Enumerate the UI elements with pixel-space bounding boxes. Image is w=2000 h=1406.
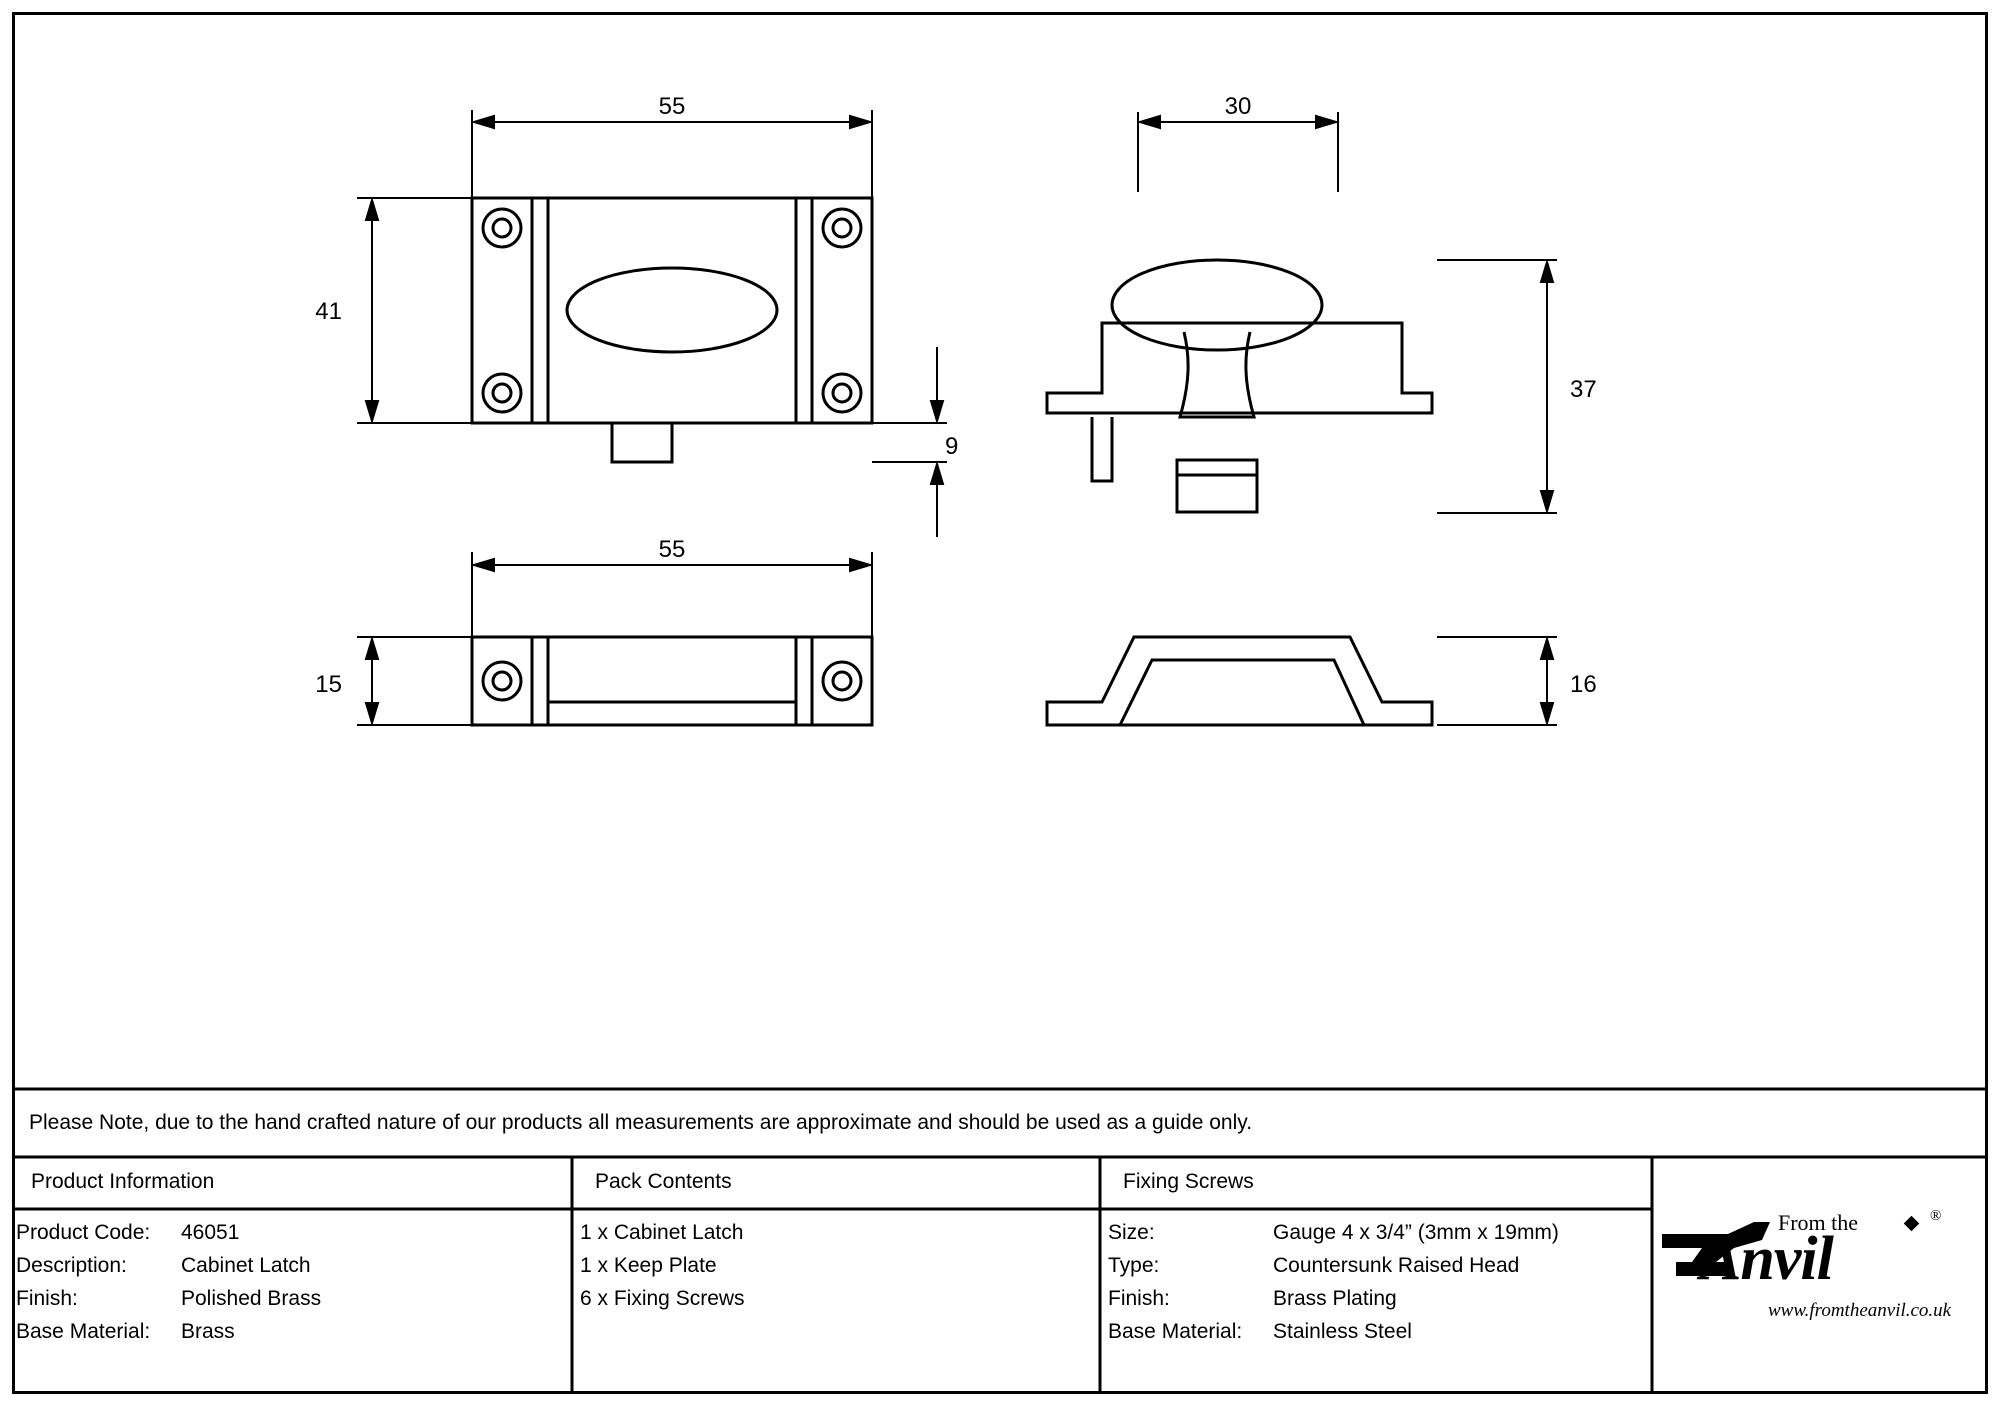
dim-41-label: 41	[315, 298, 342, 325]
screw-size-value: Gauge 4 x 3/4” (3mm x 19mm)	[1273, 1221, 1559, 1244]
dim-15-label: 15	[315, 671, 342, 698]
dim-16-label: 16	[1570, 671, 1597, 698]
screw-finish-value: Brass Plating	[1273, 1287, 1397, 1310]
front-view-geometry	[472, 198, 872, 462]
screw-size-key: Size:	[1108, 1221, 1155, 1244]
list-item: 1 x Keep Plate	[580, 1254, 717, 1277]
dim-9	[872, 347, 947, 537]
screw-base-material-key: Base Material:	[1108, 1320, 1243, 1343]
screw-type-value: Countersunk Raised Head	[1273, 1254, 1520, 1277]
side-view-geometry	[1047, 260, 1432, 512]
dim-55-bottom	[472, 552, 872, 637]
list-item	[16, 1282, 321, 1315]
keep-plate-side-geometry	[1047, 637, 1432, 725]
product-information-list	[16, 1216, 321, 1348]
logo-url: www.fromtheanvil.co.uk	[1768, 1300, 1952, 1321]
logo-anvil-wordmark: Anvil	[1700, 1225, 1833, 1293]
table-headers	[15, 1160, 1985, 1208]
dim-30	[1138, 112, 1338, 192]
header-pack-contents: Pack Contents	[595, 1170, 732, 1193]
list-item	[16, 1315, 321, 1348]
list-item: 1 x Cabinet Latch	[580, 1221, 744, 1244]
dim-30-label: 30	[1224, 93, 1252, 120]
brand-logo	[1658, 1208, 1958, 1338]
list-item	[16, 1249, 321, 1282]
finish-value: Polished Brass	[181, 1287, 322, 1310]
header-fixing-screws: Fixing Screws	[1123, 1170, 1254, 1193]
description-value: Cabinet Latch	[181, 1254, 311, 1277]
list-item	[1108, 1282, 1559, 1315]
dim-55-top-label: 55	[658, 93, 686, 120]
dim-15	[357, 637, 472, 725]
dim-37-label: 37	[1570, 376, 1597, 403]
pack-contents-list	[580, 1216, 745, 1315]
screw-base-material-value: Stainless Steel	[1273, 1320, 1412, 1343]
list-item: 6 x Fixing Screws	[580, 1287, 745, 1310]
product-code-key: Product Code:	[16, 1221, 151, 1244]
fixing-screws-list	[1108, 1216, 1559, 1348]
keep-plate-front-geometry	[472, 637, 872, 725]
dim-37	[1437, 260, 1557, 513]
base-material-value: Brass	[181, 1320, 235, 1343]
dim-55-top	[472, 110, 872, 198]
diamond-icon	[1904, 1216, 1920, 1232]
logo-registered: ®	[1930, 1208, 1942, 1224]
dim-55-bottom-label: 55	[658, 536, 686, 563]
base-material-key: Base Material:	[16, 1320, 151, 1343]
finish-key: Finish:	[16, 1287, 78, 1310]
screw-type-key: Type:	[1108, 1254, 1160, 1277]
dim-16	[1437, 637, 1557, 725]
disclaimer-note: Please Note, due to the hand crafted nature of our products all measurements are approximate and should be used as a guide only.	[29, 1111, 1253, 1134]
dim-41	[357, 198, 472, 423]
screw-finish-key: Finish:	[1108, 1287, 1170, 1310]
header-product-information: Product Information	[31, 1170, 215, 1193]
dim-9-label: 9	[945, 433, 959, 460]
list-item	[1108, 1249, 1559, 1282]
description-key: Description:	[16, 1254, 127, 1277]
logo-from-the: From the	[1778, 1210, 1859, 1235]
product-code-value: 46051	[181, 1221, 240, 1244]
list-item	[16, 1216, 321, 1249]
list-item	[1108, 1315, 1559, 1348]
list-item	[1108, 1216, 1559, 1249]
